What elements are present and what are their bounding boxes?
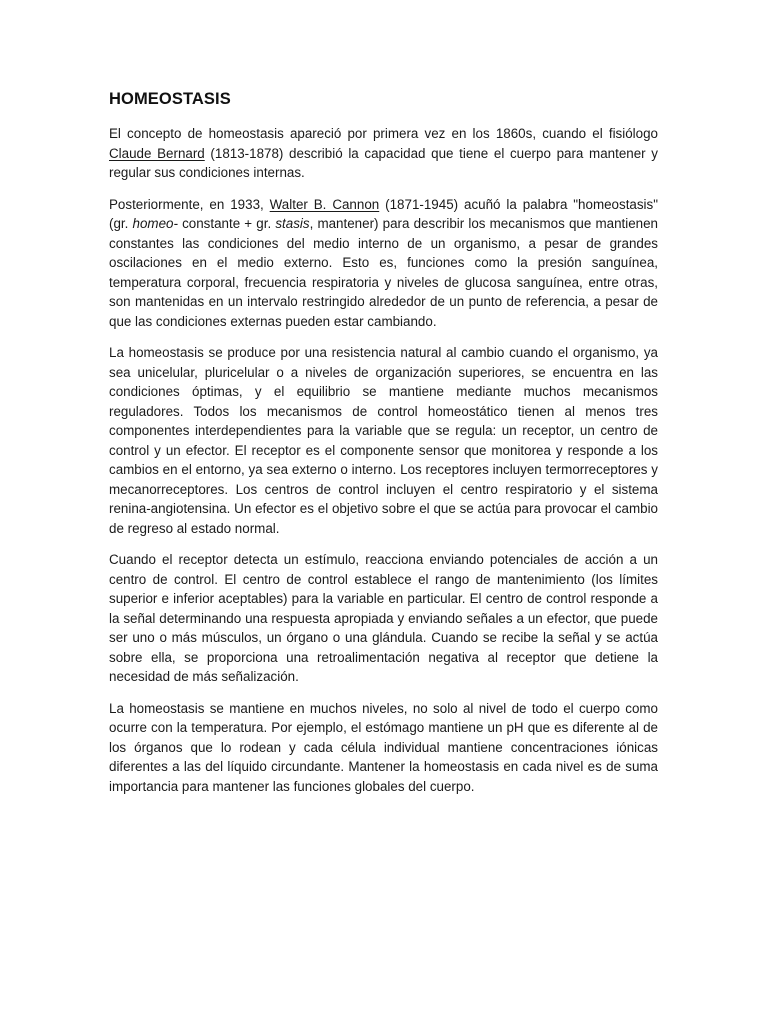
paragraph-2-text-a: Posteriormente, en 1933,: [109, 196, 270, 212]
paragraph-2: [109, 195, 658, 332]
document-body: [109, 88, 658, 808]
claude-bernard-link[interactable]: Claude Bernard: [109, 145, 205, 161]
paragraph-2-text-c: constante + gr.: [177, 216, 276, 231]
paragraph-4: Cuando el receptor detecta un estímulo, reacciona enviando potenciales de acción a un centro de control. El centro de control establece el rango de mantenimiento (los límites superior e inferior aceptables) para la variable en particular. El centro de control responde a la señal determinando una respuesta apropiada y enviando señales a un efector, que puede ser uno o más músculos, un órgano o una glándula. Cuando se recibe la señal y se actúa sobre ella, se proporciona una retroalimentación negativa al receptor que detiene la necesidad de más señalización.: [109, 552, 658, 684]
paragraph-2-italic-homeo: homeo-: [132, 216, 178, 231]
walter-cannon-link[interactable]: Walter B. Cannon: [269, 196, 380, 212]
paragraph-5: La homeostasis se mantiene en muchos niveles, no solo al nivel de todo el cuerpo como ocurre con la temperatura. Por ejemplo, el estómago mantiene un pH que es diferente al de los órganos que lo rodean y cada célula individual mantiene concentraciones iónicas diferentes a las del líquido circundante. Mantener la homeostasis en cada nivel es de suma importancia para mantener las funciones globales del cuerpo.: [109, 700, 658, 794]
document-title: HOMEOSTASIS: [109, 90, 231, 108]
paragraph-2-text-b: (1871-1945) acuñó la palabra "homeostasis" (gr.: [109, 196, 658, 231]
paragraph-2-text-d: , mantener) para describir los mecanismos que mantienen constantes las condiciones del medio interno de un organismo, a pesar de grandes oscilaciones en el medio externo. Esto es, funciones como la presión sanguínea, temperatura corporal, frecuencia respiratoria y niveles de glucosa sanguínea, entre otras, son mantenidas en un intervalo restringido alrededor de un punto de referencia, a pesar de que las condiciones externas pueden estar cambiando.: [109, 216, 658, 329]
paragraph-2-italic-stasis: stasis: [275, 216, 310, 231]
paragraph-1: [109, 124, 658, 183]
paragraph-1-text-a: El concepto de homeostasis apareció por primera vez en los 1860s, cuando el fisiólogo: [109, 126, 658, 141]
paragraph-3: La homeostasis se produce por una resistencia natural al cambio cuando el organismo, ya sea unicelular, pluricelular o a niveles de organización superiores, se encuentra en las condiciones óptimas, y el equilibrio se mantiene mediante muchos mecanismos reguladores. Todos los mecanismos de control homeostático tienen al menos tres componentes interdependientes para la variable que se regula: un receptor, un centro de control y un efector. El receptor es el componente sensor que monitorea y responde a los cambios en el entorno, ya sea externo o interno. Los receptores incluyen termorreceptores y mecanorreceptores. Los centros de control incluyen el centro respiratorio y el sistema renina-angiotensina. Un efector es el objetivo sobre el que se actúa para provocar el cambio de regreso al estado normal.: [109, 345, 658, 536]
paragraph-1-text-b: (1813-1878) describió la capacidad que tiene el cuerpo para mantener y regular sus condiciones internas.: [109, 145, 658, 180]
